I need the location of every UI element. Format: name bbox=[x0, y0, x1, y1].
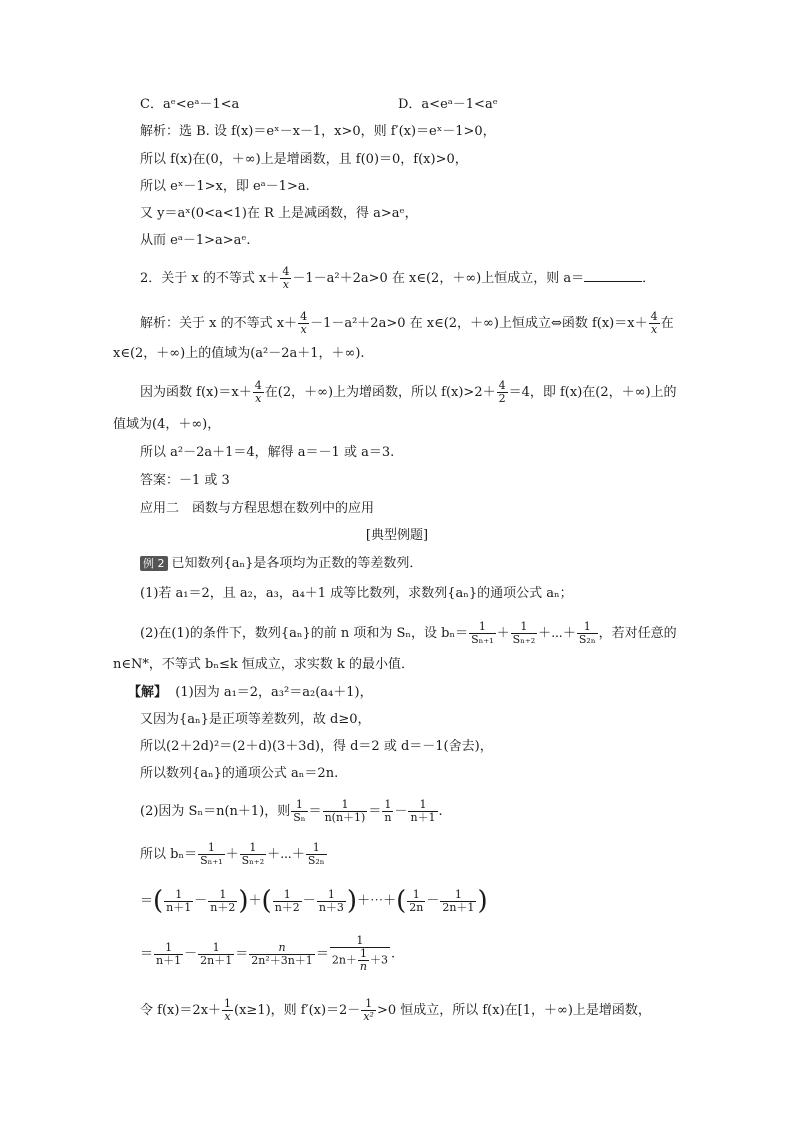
frac-den: n＋2 bbox=[210, 900, 236, 914]
frac-den: Sₙ₊₁ bbox=[471, 633, 494, 646]
sol-frac-i bbox=[208, 889, 237, 914]
q2-frac-den: x bbox=[282, 278, 289, 291]
sol-frac-l bbox=[407, 889, 425, 914]
sol-minus: － bbox=[194, 893, 208, 909]
sol-frac-o bbox=[198, 942, 234, 967]
sol-minus: － bbox=[302, 893, 316, 909]
frac-num: 1 bbox=[358, 948, 369, 961]
sol-eq: ＝ bbox=[235, 946, 249, 962]
solution-line1 bbox=[128, 684, 373, 702]
analysis1-line2: 所以 f(x)在(0，＋∞)上是增函数，且 f(0)＝0，f(x)>0， bbox=[140, 152, 468, 167]
a2-frac1 bbox=[298, 311, 309, 336]
paren: ( bbox=[153, 886, 164, 916]
sol-frac-d bbox=[408, 799, 437, 824]
frac-num: 1 bbox=[323, 799, 368, 812]
frac-den: S₂ₙ bbox=[578, 633, 596, 646]
frac-num: 4 bbox=[254, 379, 262, 392]
sol-l5a: (2)因为 Sₙ＝n(n＋1)，则 bbox=[140, 804, 291, 819]
den-part: 2n＋ bbox=[331, 953, 357, 967]
frac-num: 1 bbox=[361, 998, 376, 1011]
sol-frac-r bbox=[222, 998, 233, 1023]
sol-frac-q bbox=[330, 935, 390, 973]
a2-frac2 bbox=[649, 311, 660, 336]
sol-frac-f bbox=[240, 842, 267, 867]
frac-den: Sₙ bbox=[293, 811, 306, 824]
frac-den: Sₙ₊₂ bbox=[512, 633, 536, 646]
frac-den: x bbox=[650, 323, 658, 336]
sol-frac-e bbox=[198, 842, 225, 867]
sol-frac-g bbox=[306, 842, 327, 867]
analysis2-line3 bbox=[140, 380, 677, 405]
frac-num: 1 bbox=[224, 997, 232, 1010]
frac-den: n＋1 bbox=[156, 953, 182, 967]
analysis1-line4: 又 y＝aˣ(0<a<1)在 R 上是减函数，得 a>aᵉ， bbox=[140, 206, 418, 221]
frac-num: n bbox=[249, 942, 315, 955]
frac-den: Sₙ₊₂ bbox=[241, 854, 265, 867]
sol-eq: ＝ bbox=[368, 804, 382, 819]
q2-post: －1－a²＋2a>0 在 x∈(2，＋∞)上恒成立，则 a＝ bbox=[292, 271, 585, 286]
sol-frac-s bbox=[361, 998, 376, 1023]
frac-num: 4 bbox=[650, 310, 658, 323]
solution-line5 bbox=[140, 799, 443, 824]
q2-end: ． bbox=[642, 271, 656, 286]
frac-den: n(n＋1) bbox=[324, 811, 366, 824]
frac-num: 1 bbox=[198, 842, 225, 855]
frac-den: n bbox=[384, 811, 392, 824]
inner-frac bbox=[358, 948, 369, 973]
example-part1: (1)若 a₁＝2，且 a₂，a₃，a₄＋1 成等比数列，求数列{aₙ}的通项公式 aₙ； bbox=[140, 586, 573, 601]
option-c: C．aᵉ<eᵃ－1<a bbox=[140, 97, 240, 112]
a2-l3b: 在(2，＋∞)上为增函数，所以 f(x)>2＋ bbox=[264, 385, 496, 400]
frac-den: 2 bbox=[498, 392, 506, 405]
frac-num: 1 bbox=[317, 889, 346, 902]
sol-l6a: 所以 bₙ＝ bbox=[140, 847, 198, 862]
example-part3: n∈N*，不等式 bₙ≤k 恒成立，求实数 k 的最小值． bbox=[113, 657, 414, 672]
ex-frac3 bbox=[577, 621, 598, 646]
frac-den: 2n bbox=[409, 900, 424, 914]
ex-frac2 bbox=[511, 621, 538, 646]
option-d: D．a<eᵃ－1<aᵉ bbox=[398, 97, 498, 112]
sol-l9a: 令 f(x)＝2x＋ bbox=[140, 1003, 222, 1018]
frac-num: 1 bbox=[306, 842, 327, 855]
frac-den: n＋2 bbox=[274, 900, 300, 914]
paren: ) bbox=[477, 886, 488, 916]
frac-den: n bbox=[359, 960, 368, 973]
frac-num: 1 bbox=[164, 889, 193, 902]
sol-frac-p bbox=[249, 942, 315, 967]
section-title: 应用二 函数与方程思想在数列中的应用 bbox=[140, 501, 375, 516]
a2-l3c: ＝4，即 f(x)在(2，＋∞)上的 bbox=[508, 385, 677, 400]
a2-l1a: 解析：关于 x 的不等式 x＋ bbox=[140, 316, 298, 331]
frac-num: 1 bbox=[198, 942, 234, 955]
answer-blank bbox=[584, 267, 642, 282]
sol-minus: － bbox=[184, 946, 198, 962]
sol-frac-n bbox=[154, 942, 183, 967]
a2-l1c: 在 bbox=[660, 316, 674, 331]
frac-num: 1 bbox=[382, 799, 393, 812]
sol-frac-c bbox=[382, 799, 393, 824]
example-2-intro bbox=[140, 555, 422, 573]
frac-den: n＋1 bbox=[410, 811, 436, 824]
frac-den: x bbox=[224, 1010, 231, 1023]
ex-p2b: ＋⋯＋ bbox=[538, 626, 576, 641]
paren: ( bbox=[261, 886, 272, 916]
sol-minus: － bbox=[426, 893, 440, 909]
a2-l3a: 因为函数 f(x)＝x＋ bbox=[140, 385, 252, 400]
paren: ) bbox=[346, 886, 358, 916]
frac-den: 2n＋1 bbox=[442, 900, 475, 914]
solution-line7 bbox=[140, 888, 488, 914]
frac-num: 4 bbox=[300, 310, 308, 323]
analysis1-line3: 所以 eˣ－1>x，即 eᵃ－1>a. bbox=[140, 179, 310, 194]
sol-eq: ＝ bbox=[140, 893, 154, 909]
solution-line2: 又因为{aₙ}是正项等差数列，故 d≥0， bbox=[140, 712, 371, 727]
sol-l9c: >0 恒成立，所以 f(x)在[1，＋∞)上是增函数， bbox=[376, 1003, 651, 1018]
paren: ) bbox=[238, 886, 249, 916]
solution-l1: (1)因为 a₁＝2，a₃²＝a₂(a₄＋1)， bbox=[175, 685, 373, 700]
frac-num: 1 bbox=[291, 799, 307, 812]
answer-line: 答案：－1 或 3 bbox=[140, 473, 230, 488]
sol-eq: ＝ bbox=[140, 946, 154, 962]
frac-num: 1 bbox=[469, 621, 496, 634]
analysis2-line2: x∈(2，＋∞)上的值域为(a²－2a＋1，＋∞). bbox=[113, 346, 365, 361]
frac-num: 1 bbox=[440, 889, 476, 902]
sol-plus: ＋ bbox=[225, 847, 239, 862]
analysis2-line5: 所以 a²－2a＋1＝4，解得 a＝－1 或 a＝3. bbox=[140, 445, 395, 460]
frac-num: 1 bbox=[408, 799, 437, 812]
q2-fraction bbox=[280, 266, 291, 291]
sol-dot: . bbox=[391, 946, 396, 962]
sol-dots: ＋⋯＋ bbox=[267, 847, 305, 862]
example-part2: (2)在(1)的条件下，数列{aₙ}的前 n 项和为 Sₙ，设 bₙ＝ $\frac{1}{\text{Sₙ₊₁}}$ ＋ $\frac{1}{\text{Sₙ₊₂}}$ ＋⋯＋ $\frac{1}{\text{S₂ₙ}}$ ，若对任意的 bbox=[140, 620, 677, 646]
ex-frac1 bbox=[469, 621, 496, 646]
solution-line8 bbox=[140, 935, 395, 973]
solution-head: 【解】 bbox=[128, 685, 168, 700]
frac-num: 4 bbox=[498, 379, 506, 392]
sol-frac-h bbox=[164, 889, 193, 914]
frac-num: 1 bbox=[330, 935, 390, 948]
sol-dot: . bbox=[438, 804, 443, 819]
q2-pre: 2．关于 x 的不等式 x＋ bbox=[140, 271, 280, 286]
frac-num: 1 bbox=[273, 889, 302, 902]
solution-line9 bbox=[140, 998, 651, 1023]
analysis2-line1 bbox=[140, 311, 674, 336]
frac-den: n＋1 bbox=[166, 900, 192, 914]
a2-l1b: －1－a²＋2a>0 在 x∈(2，＋∞)上恒成立⇔函数 f(x)＝x＋ bbox=[310, 316, 648, 331]
frac-num: 1 bbox=[240, 842, 267, 855]
sol-frac-k bbox=[317, 889, 346, 914]
analysis1-line5: 从而 eᵃ－1>a>aᵉ. bbox=[140, 233, 251, 248]
frac-den: S₂ₙ bbox=[307, 854, 325, 867]
frac-den: x bbox=[300, 323, 307, 336]
frac-den: x bbox=[255, 392, 262, 405]
sol-frac-b bbox=[323, 799, 368, 824]
frac-num: 1 bbox=[407, 889, 425, 902]
section-subtitle: [典型例题] bbox=[365, 528, 429, 543]
sol-frac-j bbox=[273, 889, 302, 914]
frac-num: 1 bbox=[208, 889, 237, 902]
ex-p2a: (2)在(1)的条件下，数列{aₙ}的前 n 项和为 Sₙ，设 bₙ＝ bbox=[140, 626, 469, 641]
paren: ( bbox=[396, 886, 407, 916]
frac-den: 2n²＋3n＋1 bbox=[251, 953, 313, 967]
sol-dots: ＋⋯＋ bbox=[357, 893, 397, 909]
solution-line6 bbox=[140, 842, 328, 867]
frac-num: 1 bbox=[577, 621, 598, 634]
example-intro-text: 已知数列{aₙ}是各项均为正数的等差数列． bbox=[171, 556, 423, 571]
frac-den: 2n＋1 bbox=[200, 953, 233, 967]
solution-line3: 所以(2＋2d)²＝(2＋d)(3＋3d)，得 d＝2 或 d＝－1(舍去)， bbox=[140, 739, 493, 754]
frac-den bbox=[330, 948, 390, 973]
den-part: ＋3 bbox=[370, 953, 389, 967]
sol-l9b: (x≥1)，则 f′(x)＝2－ bbox=[234, 1003, 361, 1018]
sol-frac-a bbox=[291, 799, 307, 824]
frac-den: n＋3 bbox=[318, 900, 344, 914]
analysis1-line1: 解析：选 B. 设 f(x)＝eˣ－x－1，x>0，则 f′(x)＝eˣ－1>0， bbox=[140, 124, 496, 139]
frac-num: 1 bbox=[154, 942, 183, 955]
sol-eq: ＝ bbox=[315, 946, 329, 962]
a2-frac4 bbox=[497, 380, 508, 405]
example-tag: 例 2 bbox=[140, 556, 168, 571]
solution-line4: 所以数列{aₙ}的通项公式 aₙ＝2n. bbox=[140, 766, 339, 781]
frac-num: 1 bbox=[511, 621, 538, 634]
frac-den: x² bbox=[363, 1010, 374, 1023]
a2-frac3 bbox=[253, 380, 264, 405]
sol-eq: ＝ bbox=[308, 804, 322, 819]
q2-frac-num: 4 bbox=[282, 265, 290, 278]
sol-plus: ＋ bbox=[248, 893, 262, 909]
question-2 bbox=[140, 266, 655, 291]
frac-den: Sₙ₊₁ bbox=[200, 854, 223, 867]
sol-frac-m bbox=[440, 889, 476, 914]
ex-p2c: ，若对任意的 bbox=[598, 626, 677, 641]
analysis2-line4: 值域为(4，＋∞)， bbox=[113, 417, 221, 432]
sol-minus: － bbox=[394, 804, 408, 819]
